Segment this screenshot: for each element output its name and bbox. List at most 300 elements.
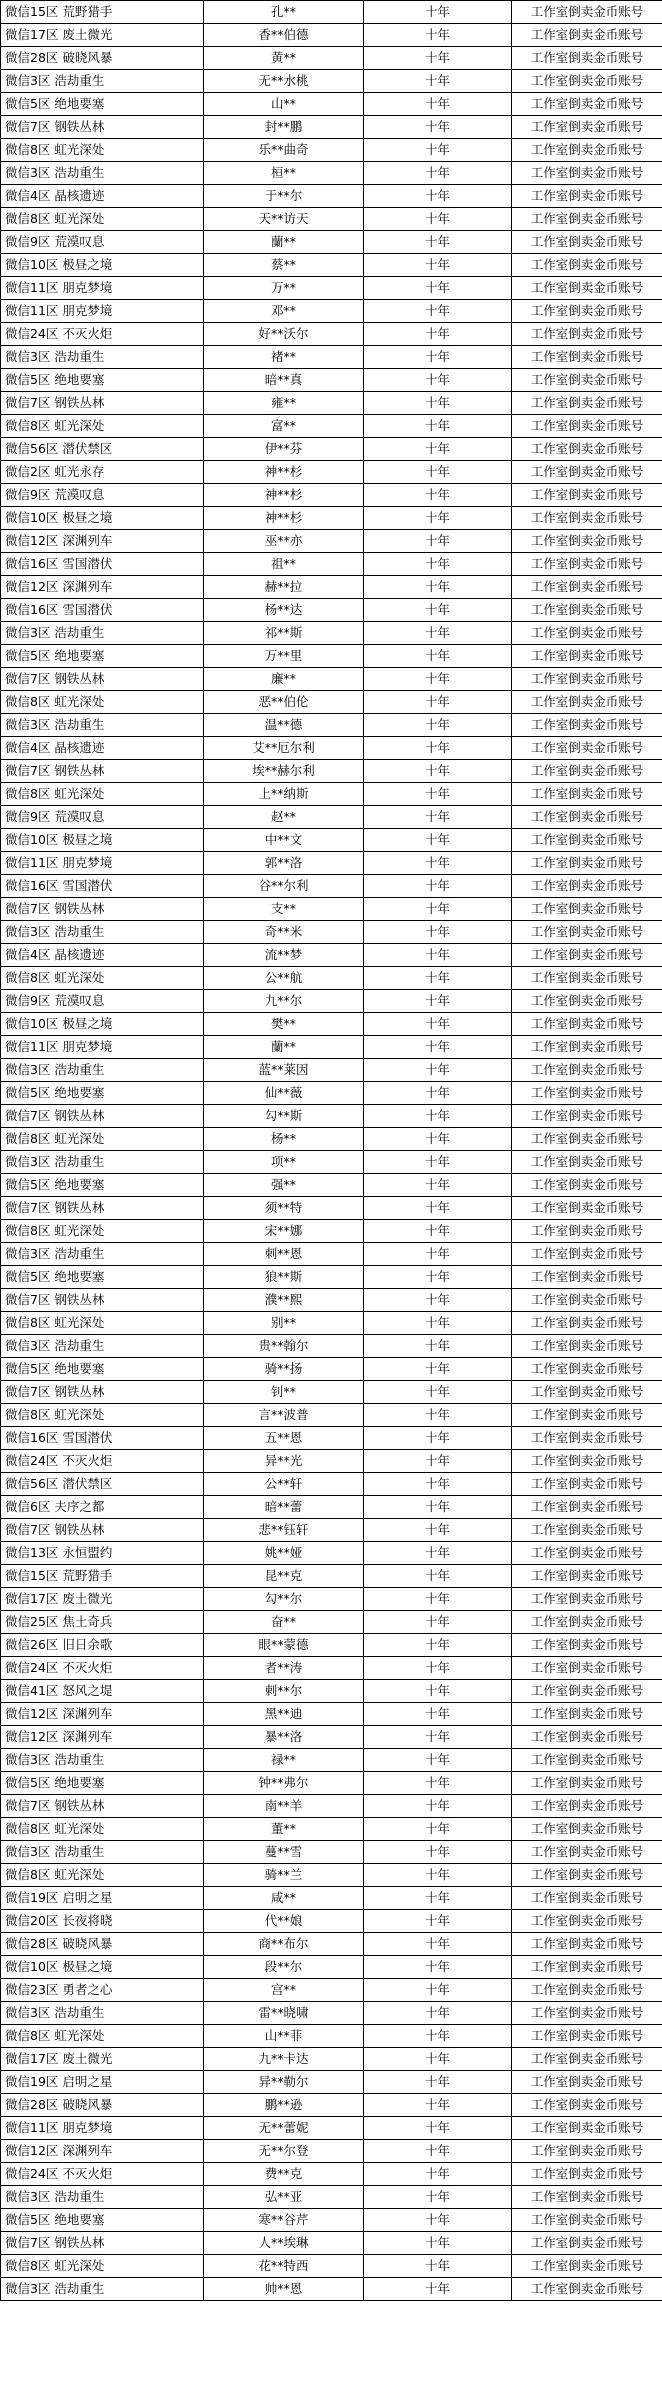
ban-duration-cell: 十年 xyxy=(364,1243,512,1266)
ban-duration-cell: 十年 xyxy=(364,2002,512,2025)
account-server-cell: 微信8区 虹光深处 xyxy=(1,2025,204,2048)
account-server-cell: 微信12区 深渊列车 xyxy=(1,530,204,553)
account-server-cell: 微信8区 虹光深处 xyxy=(1,1128,204,1151)
table-row xyxy=(1,1910,662,1933)
player-name-cell: 钊** xyxy=(204,1381,364,1404)
table-row xyxy=(1,2025,662,2048)
table-row xyxy=(1,507,662,530)
table-row xyxy=(1,1979,662,2002)
player-name-cell: 弘**亚 xyxy=(204,2186,364,2209)
player-name-cell: 贵**翰尔 xyxy=(204,1335,364,1358)
violation-type-cell: 工作室倒卖金币账号 xyxy=(512,1,662,24)
account-server-cell: 微信23区 勇者之心 xyxy=(1,1979,204,2002)
violation-type-cell: 工作室倒卖金币账号 xyxy=(512,875,662,898)
violation-type-cell: 工作室倒卖金币账号 xyxy=(512,507,662,530)
account-server-cell: 微信17区 废土微光 xyxy=(1,24,204,47)
player-name-cell: 雷**晓啸 xyxy=(204,2002,364,2025)
table-row xyxy=(1,300,662,323)
violation-type-cell: 工作室倒卖金币账号 xyxy=(512,1427,662,1450)
ban-duration-cell: 十年 xyxy=(364,1128,512,1151)
table-row xyxy=(1,622,662,645)
violation-type-cell: 工作室倒卖金币账号 xyxy=(512,1381,662,1404)
table-row xyxy=(1,737,662,760)
ban-duration-cell: 十年 xyxy=(364,1749,512,1772)
ban-duration-cell: 十年 xyxy=(364,208,512,231)
ban-duration-cell: 十年 xyxy=(364,438,512,461)
ban-duration-cell: 十年 xyxy=(364,507,512,530)
table-row xyxy=(1,2278,662,2301)
player-name-cell: 董** xyxy=(204,1818,364,1841)
account-server-cell: 微信4区 晶核遗迹 xyxy=(1,944,204,967)
table-row xyxy=(1,1082,662,1105)
violation-type-cell: 工作室倒卖金币账号 xyxy=(512,47,662,70)
account-server-cell: 微信3区 浩劫重生 xyxy=(1,1243,204,1266)
ban-duration-cell: 十年 xyxy=(364,323,512,346)
violation-type-cell: 工作室倒卖金币账号 xyxy=(512,323,662,346)
player-name-cell: 狼**斯 xyxy=(204,1266,364,1289)
ban-duration-cell: 十年 xyxy=(364,2117,512,2140)
violation-type-cell: 工作室倒卖金币账号 xyxy=(512,1151,662,1174)
player-name-cell: 神**杉 xyxy=(204,484,364,507)
ban-duration-cell: 十年 xyxy=(364,1105,512,1128)
player-name-cell: 仙**薇 xyxy=(204,1082,364,1105)
account-server-cell: 微信24区 不灭火炬 xyxy=(1,323,204,346)
account-server-cell: 微信5区 绝地要塞 xyxy=(1,93,204,116)
ban-duration-cell: 十年 xyxy=(364,1956,512,1979)
violation-type-cell: 工作室倒卖金币账号 xyxy=(512,116,662,139)
table-row xyxy=(1,530,662,553)
violation-type-cell: 工作室倒卖金币账号 xyxy=(512,93,662,116)
player-name-cell: 无**尔登 xyxy=(204,2140,364,2163)
violation-type-cell: 工作室倒卖金币账号 xyxy=(512,1174,662,1197)
ban-duration-cell: 十年 xyxy=(364,875,512,898)
table-row xyxy=(1,1197,662,1220)
violation-type-cell: 工作室倒卖金币账号 xyxy=(512,2209,662,2232)
violation-type-cell: 工作室倒卖金币账号 xyxy=(512,2278,662,2301)
table-row xyxy=(1,1151,662,1174)
account-server-cell: 微信3区 浩劫重生 xyxy=(1,1335,204,1358)
table-row xyxy=(1,93,662,116)
account-server-cell: 微信12区 深渊列车 xyxy=(1,1703,204,1726)
account-server-cell: 微信8区 虹光深处 xyxy=(1,139,204,162)
ban-duration-cell: 十年 xyxy=(364,47,512,70)
player-name-cell: 费**克 xyxy=(204,2163,364,2186)
violation-type-cell: 工作室倒卖金币账号 xyxy=(512,369,662,392)
player-name-cell: 封**鹏 xyxy=(204,116,364,139)
table-row xyxy=(1,806,662,829)
player-name-cell: 神**杉 xyxy=(204,461,364,484)
player-name-cell: 异**光 xyxy=(204,1450,364,1473)
violation-type-cell: 工作室倒卖金币账号 xyxy=(512,1772,662,1795)
table-row xyxy=(1,2140,662,2163)
ban-duration-cell: 十年 xyxy=(364,783,512,806)
player-name-cell: 谷**尔利 xyxy=(204,875,364,898)
violation-type-cell: 工作室倒卖金币账号 xyxy=(512,70,662,93)
table-row xyxy=(1,369,662,392)
table-row xyxy=(1,1657,662,1680)
account-server-cell: 微信3区 浩劫重生 xyxy=(1,1059,204,1082)
player-name-cell: 暗**蕾 xyxy=(204,1496,364,1519)
table-row xyxy=(1,2094,662,2117)
table-row xyxy=(1,2163,662,2186)
violation-type-cell: 工作室倒卖金币账号 xyxy=(512,829,662,852)
table-row xyxy=(1,162,662,185)
player-name-cell: 上**纳斯 xyxy=(204,783,364,806)
violation-type-cell: 工作室倒卖金币账号 xyxy=(512,622,662,645)
account-server-cell: 微信20区 长夜将晓 xyxy=(1,1910,204,1933)
player-name-cell: 禄** xyxy=(204,1749,364,1772)
player-name-cell: 须**特 xyxy=(204,1197,364,1220)
violation-type-cell: 工作室倒卖金币账号 xyxy=(512,2140,662,2163)
table-row xyxy=(1,944,662,967)
table-row xyxy=(1,1933,662,1956)
player-name-cell: 祁**斯 xyxy=(204,622,364,645)
player-name-cell: 桓** xyxy=(204,162,364,185)
table-row xyxy=(1,1220,662,1243)
table-row xyxy=(1,1105,662,1128)
player-name-cell: 赫**拉 xyxy=(204,576,364,599)
ban-duration-cell: 十年 xyxy=(364,1680,512,1703)
violation-type-cell: 工作室倒卖金币账号 xyxy=(512,2071,662,2094)
table-row xyxy=(1,392,662,415)
player-name-cell: 天**访天 xyxy=(204,208,364,231)
violation-type-cell: 工作室倒卖金币账号 xyxy=(512,1864,662,1887)
violation-type-cell: 工作室倒卖金币账号 xyxy=(512,1588,662,1611)
table-row xyxy=(1,1013,662,1036)
ban-duration-cell: 十年 xyxy=(364,231,512,254)
table-row xyxy=(1,2117,662,2140)
account-server-cell: 微信10区 极昼之境 xyxy=(1,1013,204,1036)
ban-duration-cell: 十年 xyxy=(364,162,512,185)
account-server-cell: 微信19区 启明之星 xyxy=(1,1887,204,1910)
account-server-cell: 微信9区 荒漠叹息 xyxy=(1,806,204,829)
account-server-cell: 微信7区 钢铁丛林 xyxy=(1,1105,204,1128)
violation-type-cell: 工作室倒卖金币账号 xyxy=(512,691,662,714)
table-row xyxy=(1,553,662,576)
violation-type-cell: 工作室倒卖金币账号 xyxy=(512,967,662,990)
player-name-cell: 廉** xyxy=(204,668,364,691)
table-row xyxy=(1,1335,662,1358)
violation-type-cell: 工作室倒卖金币账号 xyxy=(512,1818,662,1841)
account-server-cell: 微信5区 绝地要塞 xyxy=(1,1358,204,1381)
account-server-cell: 微信5区 绝地要塞 xyxy=(1,1772,204,1795)
account-server-cell: 微信16区 雪国潜伏 xyxy=(1,553,204,576)
ban-duration-cell: 十年 xyxy=(364,1933,512,1956)
table-row xyxy=(1,1611,662,1634)
account-server-cell: 微信28区 破晓风暴 xyxy=(1,2094,204,2117)
violation-type-cell: 工作室倒卖金币账号 xyxy=(512,1542,662,1565)
player-name-cell: 流**梦 xyxy=(204,944,364,967)
account-server-cell: 微信8区 虹光深处 xyxy=(1,1864,204,1887)
ban-duration-cell: 十年 xyxy=(364,944,512,967)
account-server-cell: 微信28区 破晓风暴 xyxy=(1,47,204,70)
account-server-cell: 微信16区 雪国潜伏 xyxy=(1,1427,204,1450)
player-name-cell: 者**涛 xyxy=(204,1657,364,1680)
account-server-cell: 微信3区 浩劫重生 xyxy=(1,70,204,93)
account-server-cell: 微信7区 钢铁丛林 xyxy=(1,1289,204,1312)
player-name-cell: 异**勒尔 xyxy=(204,2071,364,2094)
player-name-cell: 于**尔 xyxy=(204,185,364,208)
player-name-cell: 宋**娜 xyxy=(204,1220,364,1243)
table-row xyxy=(1,2071,662,2094)
ban-duration-cell: 十年 xyxy=(364,1381,512,1404)
ban-duration-cell: 十年 xyxy=(364,70,512,93)
table-row xyxy=(1,438,662,461)
ban-duration-cell: 十年 xyxy=(364,576,512,599)
account-server-cell: 微信7区 钢铁丛林 xyxy=(1,116,204,139)
player-name-cell: 昆**克 xyxy=(204,1565,364,1588)
table-row xyxy=(1,1772,662,1795)
table-row xyxy=(1,47,662,70)
ban-duration-cell: 十年 xyxy=(364,2071,512,2094)
table-row xyxy=(1,24,662,47)
player-name-cell: 蔡** xyxy=(204,254,364,277)
account-server-cell: 微信8区 虹光深处 xyxy=(1,1404,204,1427)
table-row xyxy=(1,116,662,139)
ban-duration-cell: 十年 xyxy=(364,806,512,829)
ban-duration-cell: 十年 xyxy=(364,369,512,392)
table-row xyxy=(1,461,662,484)
ban-duration-cell: 十年 xyxy=(364,1220,512,1243)
violation-type-cell: 工作室倒卖金币账号 xyxy=(512,2186,662,2209)
account-server-cell: 微信3区 浩劫重生 xyxy=(1,1151,204,1174)
table-row xyxy=(1,1749,662,1772)
table-row xyxy=(1,1887,662,1910)
player-name-cell: 九**卡达 xyxy=(204,2048,364,2071)
ban-duration-cell: 十年 xyxy=(364,1174,512,1197)
violation-type-cell: 工作室倒卖金币账号 xyxy=(512,1335,662,1358)
ban-duration-cell: 十年 xyxy=(364,1013,512,1036)
violation-type-cell: 工作室倒卖金币账号 xyxy=(512,1312,662,1335)
ban-duration-cell: 十年 xyxy=(364,1151,512,1174)
account-server-cell: 微信11区 朋克梦境 xyxy=(1,2117,204,2140)
table-row xyxy=(1,1542,662,1565)
player-name-cell: 杨** xyxy=(204,1128,364,1151)
player-name-cell: 项** xyxy=(204,1151,364,1174)
player-name-cell: 宫** xyxy=(204,1979,364,2002)
violation-type-cell: 工作室倒卖金币账号 xyxy=(512,346,662,369)
table-row xyxy=(1,1381,662,1404)
ban-duration-cell: 十年 xyxy=(364,1634,512,1657)
table-row xyxy=(1,323,662,346)
player-name-cell: 刺**恩 xyxy=(204,1243,364,1266)
table-row xyxy=(1,1266,662,1289)
ban-duration-cell: 十年 xyxy=(364,1887,512,1910)
ban-duration-cell: 十年 xyxy=(364,2094,512,2117)
account-server-cell: 微信56区 潜伏禁区 xyxy=(1,438,204,461)
violation-type-cell: 工作室倒卖金币账号 xyxy=(512,1726,662,1749)
table-row xyxy=(1,2002,662,2025)
player-name-cell: 山** xyxy=(204,93,364,116)
table-row xyxy=(1,2232,662,2255)
ban-duration-cell: 十年 xyxy=(364,346,512,369)
account-server-cell: 微信24区 不灭火炬 xyxy=(1,1657,204,1680)
violation-type-cell: 工作室倒卖金币账号 xyxy=(512,139,662,162)
account-server-cell: 微信8区 虹光深处 xyxy=(1,1312,204,1335)
table-row xyxy=(1,2048,662,2071)
table-row xyxy=(1,1243,662,1266)
player-name-cell: 艾**厄尔利 xyxy=(204,737,364,760)
account-server-cell: 微信10区 极昼之境 xyxy=(1,1956,204,1979)
player-name-cell: 富** xyxy=(204,415,364,438)
violation-type-cell: 工作室倒卖金币账号 xyxy=(512,2094,662,2117)
violation-type-cell: 工作室倒卖金币账号 xyxy=(512,2025,662,2048)
account-server-cell: 微信3区 浩劫重生 xyxy=(1,1841,204,1864)
table-row xyxy=(1,1473,662,1496)
violation-type-cell: 工作室倒卖金币账号 xyxy=(512,1036,662,1059)
table-row xyxy=(1,990,662,1013)
violation-type-cell: 工作室倒卖金币账号 xyxy=(512,231,662,254)
table-row xyxy=(1,1703,662,1726)
table-row xyxy=(1,185,662,208)
account-server-cell: 微信8区 虹光深处 xyxy=(1,2255,204,2278)
account-server-cell: 微信8区 虹光深处 xyxy=(1,1220,204,1243)
player-name-cell: 邓** xyxy=(204,300,364,323)
player-name-cell: 蔓**雪 xyxy=(204,1841,364,1864)
player-name-cell: 鹏**逊 xyxy=(204,2094,364,2117)
ban-duration-cell: 十年 xyxy=(364,599,512,622)
ban-duration-cell: 十年 xyxy=(364,852,512,875)
player-name-cell: 樊** xyxy=(204,1013,364,1036)
violation-type-cell: 工作室倒卖金币账号 xyxy=(512,1496,662,1519)
player-name-cell: 人**埃琳 xyxy=(204,2232,364,2255)
table-row xyxy=(1,1956,662,1979)
ban-duration-cell: 十年 xyxy=(364,392,512,415)
account-server-cell: 微信11区 朋克梦境 xyxy=(1,1036,204,1059)
violation-type-cell: 工作室倒卖金币账号 xyxy=(512,553,662,576)
table-row xyxy=(1,415,662,438)
violation-type-cell: 工作室倒卖金币账号 xyxy=(512,438,662,461)
violation-type-cell: 工作室倒卖金币账号 xyxy=(512,461,662,484)
ban-duration-cell: 十年 xyxy=(364,2140,512,2163)
player-name-cell: 别** xyxy=(204,1312,364,1335)
player-name-cell: 无**蕾妮 xyxy=(204,2117,364,2140)
account-server-cell: 微信10区 极昼之境 xyxy=(1,254,204,277)
player-name-cell: 勾**尔 xyxy=(204,1588,364,1611)
account-server-cell: 微信2区 虹光永存 xyxy=(1,461,204,484)
player-name-cell: 五**恩 xyxy=(204,1427,364,1450)
ban-duration-cell: 十年 xyxy=(364,1841,512,1864)
ban-duration-cell: 十年 xyxy=(364,737,512,760)
ban-duration-cell: 十年 xyxy=(364,116,512,139)
player-name-cell: 骑**兰 xyxy=(204,1864,364,1887)
player-name-cell: 强** xyxy=(204,1174,364,1197)
violation-type-cell: 工作室倒卖金币账号 xyxy=(512,645,662,668)
ban-duration-cell: 十年 xyxy=(364,829,512,852)
violation-type-cell: 工作室倒卖金币账号 xyxy=(512,1749,662,1772)
player-name-cell: 好**沃尔 xyxy=(204,323,364,346)
player-name-cell: 言**波普 xyxy=(204,1404,364,1427)
player-name-cell: 黑**迪 xyxy=(204,1703,364,1726)
player-name-cell: 支** xyxy=(204,898,364,921)
player-name-cell: 神**杉 xyxy=(204,507,364,530)
ban-duration-cell: 十年 xyxy=(364,1036,512,1059)
ban-duration-cell: 十年 xyxy=(364,1496,512,1519)
account-server-cell: 微信12区 深渊列车 xyxy=(1,1726,204,1749)
player-name-cell: 山**菲 xyxy=(204,2025,364,2048)
player-name-cell: 蓝**莱因 xyxy=(204,1059,364,1082)
account-server-cell: 微信7区 钢铁丛林 xyxy=(1,392,204,415)
account-server-cell: 微信8区 虹光深处 xyxy=(1,691,204,714)
player-name-cell: 九**尔 xyxy=(204,990,364,1013)
ban-duration-cell: 十年 xyxy=(364,2255,512,2278)
account-server-cell: 微信4区 晶核遗迹 xyxy=(1,185,204,208)
ban-duration-cell: 十年 xyxy=(364,553,512,576)
violation-type-cell: 工作室倒卖金币账号 xyxy=(512,185,662,208)
table-row xyxy=(1,1059,662,1082)
ban-duration-cell: 十年 xyxy=(364,990,512,1013)
account-server-cell: 微信3区 浩劫重生 xyxy=(1,921,204,944)
player-name-cell: 赵** xyxy=(204,806,364,829)
violation-type-cell: 工作室倒卖金币账号 xyxy=(512,1956,662,1979)
player-name-cell: 暗**真 xyxy=(204,369,364,392)
table-row xyxy=(1,829,662,852)
violation-type-cell: 工作室倒卖金币账号 xyxy=(512,1266,662,1289)
table-row xyxy=(1,1427,662,1450)
player-name-cell: 代**娘 xyxy=(204,1910,364,1933)
violation-type-cell: 工作室倒卖金币账号 xyxy=(512,24,662,47)
violation-type-cell: 工作室倒卖金币账号 xyxy=(512,2117,662,2140)
account-server-cell: 微信11区 朋克梦境 xyxy=(1,852,204,875)
ban-duration-cell: 十年 xyxy=(364,1611,512,1634)
violation-type-cell: 工作室倒卖金币账号 xyxy=(512,2163,662,2186)
player-name-cell: 乐**曲奇 xyxy=(204,139,364,162)
ban-duration-cell: 十年 xyxy=(364,1,512,24)
table-row xyxy=(1,691,662,714)
ban-duration-cell: 十年 xyxy=(364,2232,512,2255)
player-name-cell: 奇**米 xyxy=(204,921,364,944)
violation-type-cell: 工作室倒卖金币账号 xyxy=(512,277,662,300)
account-server-cell: 微信11区 朋克梦境 xyxy=(1,300,204,323)
violation-type-cell: 工作室倒卖金币账号 xyxy=(512,1680,662,1703)
player-name-cell: 雍** xyxy=(204,392,364,415)
ban-duration-cell: 十年 xyxy=(364,1335,512,1358)
violation-type-cell: 工作室倒卖金币账号 xyxy=(512,162,662,185)
table-row xyxy=(1,139,662,162)
account-server-cell: 微信5区 绝地要塞 xyxy=(1,2209,204,2232)
table-row xyxy=(1,231,662,254)
violation-type-cell: 工作室倒卖金币账号 xyxy=(512,944,662,967)
table-row xyxy=(1,2255,662,2278)
violation-type-cell: 工作室倒卖金币账号 xyxy=(512,1979,662,2002)
account-server-cell: 微信9区 荒漠叹息 xyxy=(1,990,204,1013)
table-row xyxy=(1,599,662,622)
account-server-cell: 微信41区 怒风之堤 xyxy=(1,1680,204,1703)
violation-type-cell: 工作室倒卖金币账号 xyxy=(512,852,662,875)
ban-duration-cell: 十年 xyxy=(364,1450,512,1473)
account-server-cell: 微信28区 破晓风暴 xyxy=(1,1933,204,1956)
player-name-cell: 杨**达 xyxy=(204,599,364,622)
ban-duration-cell: 十年 xyxy=(364,1289,512,1312)
ban-duration-cell: 十年 xyxy=(364,2278,512,2301)
account-server-cell: 微信7区 钢铁丛林 xyxy=(1,668,204,691)
account-server-cell: 微信5区 绝地要塞 xyxy=(1,369,204,392)
violation-type-cell: 工作室倒卖金币账号 xyxy=(512,2002,662,2025)
player-name-cell: 咸** xyxy=(204,1887,364,1910)
ban-duration-cell: 十年 xyxy=(364,1864,512,1887)
player-name-cell: 奋** xyxy=(204,1611,364,1634)
account-server-cell: 微信26区 旧日余歌 xyxy=(1,1634,204,1657)
ban-duration-cell: 十年 xyxy=(364,415,512,438)
table-row xyxy=(1,254,662,277)
table-row xyxy=(1,1519,662,1542)
player-name-cell: 埃**赫尔利 xyxy=(204,760,364,783)
player-name-cell: 香**伯德 xyxy=(204,24,364,47)
violation-type-cell: 工作室倒卖金币账号 xyxy=(512,806,662,829)
table-row xyxy=(1,852,662,875)
account-server-cell: 微信7区 钢铁丛林 xyxy=(1,1795,204,1818)
ban-duration-cell: 十年 xyxy=(364,1910,512,1933)
